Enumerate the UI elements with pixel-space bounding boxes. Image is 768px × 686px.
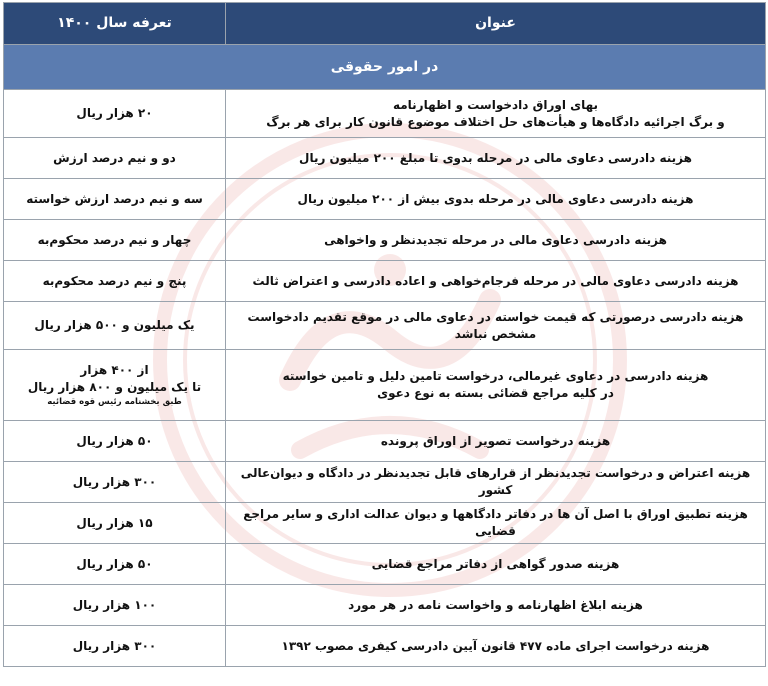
row-title <box>226 585 766 626</box>
row-title-line: هزینه تطبیق اوراق با اصل آن ها در دفاتر دادگاهها و دیوان عدالت اداری و سایر مراجع قضایی <box>243 507 748 538</box>
row-tariff-line: تا یک میلیون و ۸۰۰ هزار ریال <box>27 380 202 394</box>
row-title-line: هزینه دادرسی در دعاوی غیرمالی، درخواست تامین دلیل و تامین خواسته <box>282 369 709 383</box>
tariff-column-header: تعرفه سال ۱۴۰۰ <box>4 3 226 45</box>
table-row <box>4 138 766 179</box>
row-tariff-line: ۵۰ هزار ریال <box>76 556 153 571</box>
row-tariff-line: چهار و نیم درصد محکوم‌به <box>37 232 192 247</box>
row-tariff <box>4 585 226 626</box>
table-row <box>4 261 766 302</box>
row-tariff-line: ۱۰۰ هزار ریال <box>72 597 157 612</box>
table-row <box>4 350 766 421</box>
row-tariff-line: ۵۰ هزار ریال <box>76 433 153 448</box>
row-tariff-line: ۲۰ هزار ریال <box>76 106 153 120</box>
row-title-line: هزینه دادرسی دعاوی مالی در مرحله فرجام‌خواهی و اعاده دادرسی و اعتراض ثالث <box>252 273 739 288</box>
row-title <box>226 220 766 261</box>
row-title-line: در کلیه مراجع قضائی بسته به نوع دعوی <box>377 386 614 400</box>
row-title-line: مشخص نباشد <box>454 326 537 341</box>
tariff-table <box>3 2 766 667</box>
row-tariff <box>4 90 226 138</box>
row-tariff <box>4 179 226 220</box>
table-row <box>4 179 766 220</box>
title-column-header: عنوان <box>226 3 766 45</box>
row-title <box>226 90 766 138</box>
row-title <box>226 350 766 421</box>
row-tariff-line: ۱۵ هزار ریال <box>76 515 153 530</box>
section-title: در امور حقوقی <box>4 45 766 90</box>
row-tariff-line: ۳۰۰ هزار ریال <box>72 474 157 489</box>
row-title-line: هزینه درخواست تصویر از اوراق پرونده <box>380 433 611 448</box>
row-tariff <box>4 544 226 585</box>
row-title <box>226 302 766 350</box>
row-tariff <box>4 462 226 503</box>
row-title <box>226 138 766 179</box>
row-title-line: هزینه دادرسی دعاوی مالی در مرحله تجدیدنظر و واخواهی <box>324 232 667 247</box>
table-row <box>4 585 766 626</box>
row-tariff-line: پنج و نیم درصد محکوم‌به <box>42 273 187 288</box>
row-tariff <box>4 503 226 544</box>
row-title-line: هزینه ابلاغ اظهارنامه و واخواست نامه در هر مورد <box>348 597 643 612</box>
tariff-note: طبق بخشنامه رئیس قوه قضائیه <box>47 397 182 407</box>
row-title-line: هزینه درخواست اجرای ماده ۴۷۷ قانون آیین دادرسی کیفری مصوب ۱۳۹۲ <box>281 638 710 653</box>
row-title-line: هزینه دادرسی دعاوی مالی در مرحله بدوی تا مبلغ ۲۰۰ میلیون ریال <box>299 150 692 165</box>
row-tariff <box>4 350 226 421</box>
table-row <box>4 220 766 261</box>
row-tariff <box>4 138 226 179</box>
row-title-line: هزینه دادرسی درصورتی که قیمت خواسته در دعاوی مالی در موقع تقدیم دادخواست <box>247 309 744 324</box>
row-title <box>226 179 766 220</box>
table-row <box>4 503 766 544</box>
row-title <box>226 626 766 667</box>
row-title <box>226 421 766 462</box>
row-tariff-line: دو و نیم درصد ارزش <box>53 150 176 165</box>
row-tariff <box>4 421 226 462</box>
row-title-line: هزینه دادرسی دعاوی مالی در مرحله بدوی بیش از ۲۰۰ میلیون ریال <box>297 191 694 206</box>
row-title <box>226 462 766 503</box>
row-title-line: هزینه صدور گواهی از دفاتر مراجع قضایی <box>371 556 620 571</box>
row-tariff <box>4 302 226 350</box>
table-row <box>4 544 766 585</box>
row-tariff <box>4 220 226 261</box>
row-tariff-line: از ۴۰۰ هزار <box>80 363 149 377</box>
row-tariff-line: یک میلیون و ۵۰۰ هزار ریال <box>34 318 195 332</box>
row-title-line: و برگ اجرائیه دادگاه‌ها و هیأت‌های حل اختلاف موضوع قانون کار برای هر برگ <box>266 114 725 129</box>
row-tariff <box>4 626 226 667</box>
table-row <box>4 90 766 138</box>
table-row <box>4 462 766 503</box>
header-row <box>4 3 766 45</box>
row-tariff-line: ۳۰۰ هزار ریال <box>72 638 157 653</box>
row-title-line: هزینه اعتراض و درخواست تجدیدنظر از قرارهای قابل تجدیدنظر در دادگاه و دیوان‌عالی کشور <box>240 466 751 497</box>
row-tariff-line: سه و نیم درصد ارزش خواسته <box>26 191 203 206</box>
row-tariff <box>4 261 226 302</box>
table-row <box>4 421 766 462</box>
table-row <box>4 626 766 667</box>
table-row <box>4 302 766 350</box>
row-title <box>226 261 766 302</box>
row-title-line: بهای اوراق دادخواست و اظهارنامه <box>392 97 599 112</box>
section-row <box>4 45 766 90</box>
row-title <box>226 503 766 544</box>
row-title <box>226 544 766 585</box>
